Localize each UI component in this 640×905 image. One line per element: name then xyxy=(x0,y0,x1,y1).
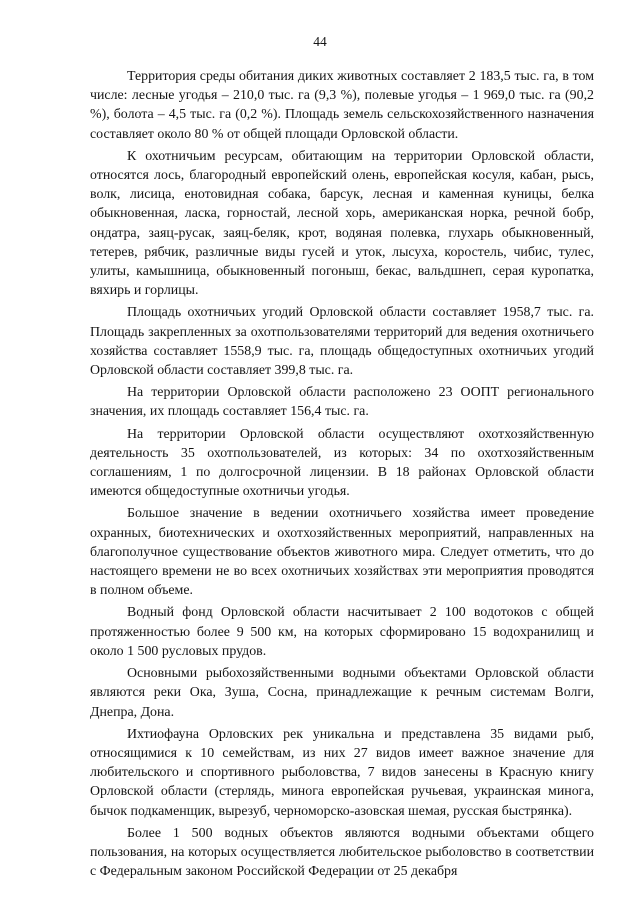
page-number: 44 xyxy=(313,34,327,49)
paragraph-hunting-resources: К охотничьим ресурсам, обитающим на территории Орловской области, относятся лось, благородный европейский олень, европейская косуля, кабан, рысь, волк, лисица, енотовидная собака, барсук, лесная и каменная куницы, белка обыкновенная, ласка, горностай, лесной хорь, американская норка, речной бобр, ондатра, заяц-русак, заяц-беляк, крот, водяная полевка, глухарь обыкновенный, тетерев, рябчик, различные виды гусей и уток, лысуха, коростель, чибис, тулес, улиты, камышница, обыкновенный погоныш, бекас, вальдшнеп, серая куропатка, вяхирь и горлицы. xyxy=(90,148,594,299)
paragraph-fishery-objects: Основными рыбохозяйственными водными объектами Орловской области являются реки Ока, Зуша, Сосна, принадлежащие к речным системам Волги, Днепра, Дона. xyxy=(90,666,594,720)
paragraph-hunting-users: На территории Орловской области осуществляют охотхозяйственную деятельность 35 охотпользователей, из которых: 34 по охотхозяйственным соглашениям, 1 по долгосрочной лицензии. В 18 районах Орловской области имеются общедоступные охотничьи угодья. xyxy=(90,426,594,500)
paragraph-hunting-measures: Большое значение в ведении охотничьего хозяйства имеет проведение охранных, биотехнических и охотхозяйственных мероприятий, направленных на благополучное существование объектов животного мира. Следует отметить, что до настоящего времени не во всех охотничьих хозяйствах эти мероприятия проводятся в полном объеме. xyxy=(90,506,594,599)
paragraph-public-water-objects: Более 1 500 водных объектов являются водными объектами общего пользования, на которых осуществляется любительское рыболовство в соответствии с Федеральным законом Российской Федерации от 25 декабря xyxy=(90,825,594,880)
paragraph-hunting-grounds-area: Площадь охотничьих угодий Орловской области составляет 1958,7 тыс. га. Площадь закрепленных за охотпользователями территорий для ведения охотничьего хозяйства составляет 1558,9 тыс. га, площадь общедоступных охотничьих угодий Орловской области составляет 399,8 тыс. га. xyxy=(90,305,594,379)
paragraph-ichthyofauna: Ихтиофауна Орловских рек уникальна и представлена 35 видами рыб, относящимися к 10 семействам, из них 27 видов имеет важное значение для любительского и спортивного рыболовства, 7 видов занесены в Красную книгу Орловской области (стерлядь, минога европейская ручьевая, украинская минога, бычок подкаменщик, вырезуб, черноморско-азовская шемая, русская быстрянка). xyxy=(90,726,594,819)
paragraph-water-fund: Водный фонд Орловской области насчитывает 2 100 водотоков с общей протяженностью более 9 500 км, на которых сформировано 15 водохранилищ и около 1 500 русловых прудов. xyxy=(90,605,594,659)
paragraph-protected-areas: На территории Орловской области расположено 23 ООПТ регионального значения, их площадь составляет 156,4 тыс. га. xyxy=(90,385,594,420)
document-body xyxy=(90,67,594,884)
paragraph-habitat-area: Территория среды обитания диких животных составляет 2 183,5 тыс. га, в том числе: лесные угодья – 210,0 тыс. га (9,3 %), полевые угодья – 1 969,0 тыс. га (90,2 %), болота – 4,5 тыс. га (0,2 %). Площадь земель сельскохозяйственного назначения составляет около 80 % от общей площади Орловской области. xyxy=(90,69,594,142)
